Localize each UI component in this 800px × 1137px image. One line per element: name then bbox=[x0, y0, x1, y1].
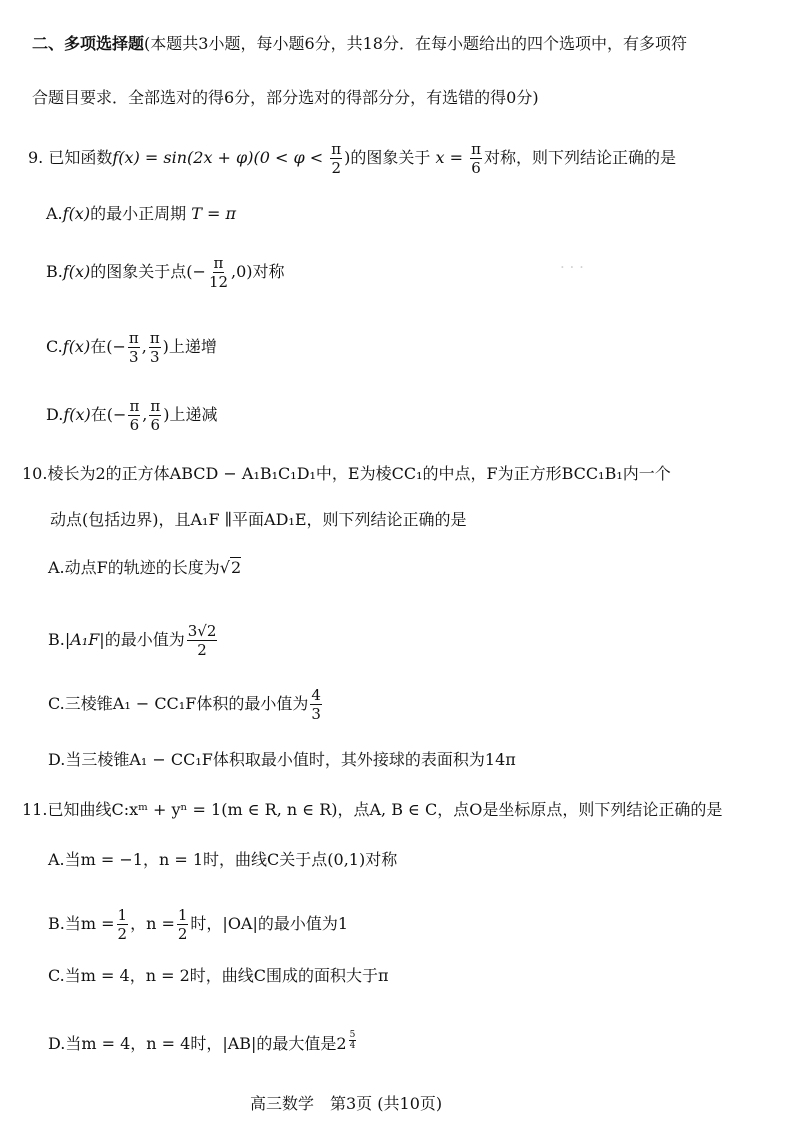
option-label: A. bbox=[46, 204, 63, 223]
fraction-pi-over-12 bbox=[208, 254, 229, 291]
q9-stem-c: 对称，则下列结论正确的是 bbox=[483, 148, 676, 167]
fraction-denominator: 2 bbox=[331, 159, 341, 177]
option-text: ,0)对称 bbox=[231, 262, 285, 281]
q11-option-b bbox=[48, 906, 348, 943]
fraction-denominator: 12 bbox=[208, 273, 229, 291]
fraction-numerator: π bbox=[129, 397, 140, 415]
option-math: |A₁F| bbox=[64, 630, 105, 649]
section-header-line2 bbox=[32, 90, 539, 106]
option-text: 在(− bbox=[90, 405, 127, 424]
q9-option-b bbox=[46, 254, 285, 291]
q9-option-d bbox=[46, 397, 218, 434]
q11-option-c bbox=[48, 968, 389, 984]
option-text: 当m = bbox=[64, 914, 115, 933]
option-text: 的图象关于点(− bbox=[90, 262, 206, 281]
q10-number: 10. bbox=[22, 464, 48, 483]
option-separator: , bbox=[141, 337, 147, 356]
section-header-line1 bbox=[32, 36, 687, 52]
bleed-through-text: · · · bbox=[560, 258, 584, 276]
fraction-pi-over-2 bbox=[330, 140, 342, 177]
q10-option-d bbox=[48, 752, 516, 768]
option-label: A. bbox=[48, 850, 65, 869]
option-text: ，n = bbox=[130, 914, 175, 933]
q9-number: 9. bbox=[28, 148, 44, 167]
option-label: A. bbox=[48, 558, 65, 577]
option-label: C. bbox=[48, 966, 65, 985]
fraction-denominator: 2 bbox=[117, 925, 128, 943]
q10-stem-text: 动点(包括边界)，且A₁F ∥平面AD₁E，则下列结论正确的是 bbox=[50, 510, 467, 529]
q10-stem-line2 bbox=[50, 512, 467, 528]
fraction-numerator: π bbox=[150, 397, 161, 415]
q11-stem bbox=[22, 802, 722, 818]
option-label: D. bbox=[48, 750, 66, 769]
fraction-4-over-3 bbox=[310, 686, 322, 723]
fraction-numerator: 5 bbox=[349, 1030, 356, 1040]
option-label: D. bbox=[46, 405, 64, 424]
option-function: f(x) bbox=[62, 337, 91, 356]
fraction-denominator: 6 bbox=[471, 159, 481, 177]
option-text: 时，|OA|的最小值为1 bbox=[190, 914, 349, 933]
option-text: )上递减 bbox=[163, 405, 218, 424]
fraction-numerator: π bbox=[471, 140, 481, 158]
q9-stem-a: 已知函数 bbox=[48, 148, 113, 167]
option-text: )上递增 bbox=[162, 337, 217, 356]
section-intro-2: 合题目要求．全部选对的得6分，部分选对的得部分分，有选错的得0分) bbox=[32, 88, 539, 107]
fraction-numerator: π bbox=[213, 254, 224, 272]
fraction-denominator: 3 bbox=[149, 348, 160, 366]
fraction-denominator: 6 bbox=[129, 416, 140, 434]
fraction-numerator: 1 bbox=[117, 906, 128, 924]
option-text: 动点F的轨迹的长度为 bbox=[64, 558, 220, 577]
option-label: C. bbox=[48, 694, 65, 713]
q9-function: f(x) = sin(2x + φ)(0 < φ < bbox=[112, 148, 324, 167]
option-text: 的最小正周期 bbox=[90, 204, 187, 223]
q11-number: 11. bbox=[22, 800, 48, 819]
fraction-denominator: 3 bbox=[129, 348, 139, 366]
q10-option-a: A.动点F的轨迹的长度为√2 bbox=[48, 558, 242, 577]
option-function: f(x) bbox=[62, 262, 91, 281]
fraction-denominator: 3 bbox=[311, 705, 321, 723]
fraction-pi-over-6 bbox=[470, 140, 482, 177]
fraction-1-over-2 bbox=[177, 906, 189, 943]
page-footer: 高三数学 第3页 (共10页) bbox=[250, 1094, 443, 1113]
fraction-pi-over-3 bbox=[128, 329, 140, 366]
q11-option-d bbox=[48, 1030, 358, 1052]
option-function: f(x) bbox=[62, 204, 91, 223]
fraction-numerator: 3√2 bbox=[187, 622, 217, 640]
fraction-numerator: 4 bbox=[311, 686, 321, 704]
option-label: B. bbox=[48, 630, 65, 649]
option-text: 在(− bbox=[90, 337, 126, 356]
fraction-denominator: 6 bbox=[150, 416, 161, 434]
option-text: 当m = −1，n = 1时，曲线C关于点(0,1)对称 bbox=[64, 850, 398, 869]
q11-stem-text: 已知曲线C:xᵐ + yⁿ = 1(m ∈ R, n ∈ R)，点A, B ∈ C，点O是坐标原点，则下列结论正确的是 bbox=[47, 800, 723, 819]
option-text: 当m = 4，n = 4时，|AB|的最大值是2 bbox=[65, 1034, 347, 1053]
fraction-denominator: 4 bbox=[349, 1041, 356, 1051]
fraction-pi-over-6 bbox=[149, 397, 161, 434]
exponent-5-over-4 bbox=[349, 1030, 357, 1051]
fraction-pi-over-3 bbox=[149, 329, 161, 366]
fraction-pi-over-6 bbox=[128, 397, 140, 434]
fraction-3sqrt2-over-2 bbox=[187, 622, 218, 659]
q9-stem-b: )的图象关于 bbox=[344, 148, 431, 167]
option-label: B. bbox=[46, 262, 63, 281]
fraction-denominator: 2 bbox=[177, 925, 188, 943]
fraction-denominator: 2 bbox=[197, 641, 207, 659]
option-separator: , bbox=[142, 405, 148, 424]
q10-stem-text: 棱长为2的正方体ABCD − A₁B₁C₁D₁中，E为棱CC₁的中点，F为正方形BCC₁B₁内一个 bbox=[47, 464, 671, 483]
q11-option-a bbox=[48, 852, 397, 868]
q9-stem bbox=[28, 140, 676, 177]
fraction-numerator: π bbox=[331, 140, 342, 158]
fraction-numerator: π bbox=[149, 329, 160, 347]
q10-option-b bbox=[48, 622, 219, 659]
option-math: T = π bbox=[191, 204, 236, 223]
q9-axis: x = bbox=[435, 148, 463, 167]
sqrt-value: 2 bbox=[230, 558, 242, 577]
q10-stem-line1 bbox=[22, 466, 671, 482]
q9-option-a bbox=[46, 206, 236, 222]
option-label: B. bbox=[48, 914, 65, 933]
option-text: 的最小值为 bbox=[104, 630, 185, 649]
fraction-numerator: π bbox=[128, 329, 139, 347]
fraction-numerator: 1 bbox=[177, 906, 188, 924]
section-intro-1: (本题共3小题，每小题6分，共18分．在每小题给出的四个选项中，有多项符 bbox=[144, 34, 687, 53]
q10-option-c bbox=[48, 686, 324, 723]
option-function: f(x) bbox=[63, 405, 91, 424]
option-label: C. bbox=[46, 337, 63, 356]
option-text: 当三棱锥A₁ − CC₁F体积取最小值时，其外接球的表面积为14π bbox=[65, 750, 516, 769]
option-text: 当m = 4，n = 2时，曲线C围成的面积大于π bbox=[64, 966, 389, 985]
q9-option-c bbox=[46, 329, 217, 366]
section-title: 二、多项选择题 bbox=[32, 34, 145, 53]
fraction-1-over-2 bbox=[117, 906, 129, 943]
option-label: D. bbox=[48, 1034, 66, 1053]
option-text: 三棱锥A₁ − CC₁F体积的最小值为 bbox=[64, 694, 309, 713]
